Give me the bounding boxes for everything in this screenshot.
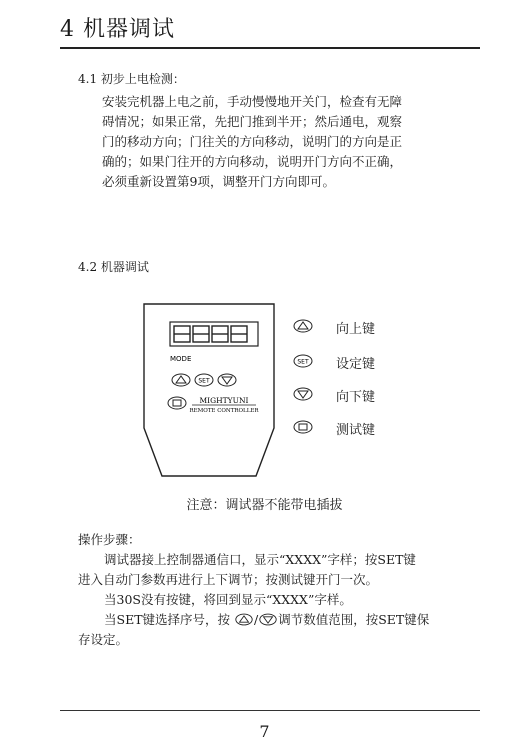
footer-divider	[60, 710, 480, 711]
legend-label-down: 向下键	[336, 390, 376, 405]
steps-line: 存设定。	[78, 632, 129, 647]
set-icon	[292, 354, 314, 368]
steps-line-part: 当SET键选择序号，按	[104, 612, 231, 627]
warning-note: 注意：调试器不能带电插拔	[186, 498, 343, 513]
title-divider	[60, 47, 480, 49]
section-4-1-line: 安装完机器上电之前，手动慢慢地开关门，检查有无障	[102, 94, 403, 109]
test-square-icon	[292, 420, 314, 434]
section-4-2-heading: 4.2 机器调试	[78, 260, 149, 274]
steps-line-part: 调节数值范围，按SET键保	[278, 612, 430, 627]
down-triangle-icon	[258, 613, 278, 626]
down-triangle-icon	[292, 387, 314, 401]
steps-heading: 操作步骤：	[78, 532, 141, 547]
remote-controller-diagram	[140, 300, 280, 480]
set-key-label: SET	[198, 377, 210, 385]
legend-label-up: 向上键	[336, 322, 376, 337]
remote-controller-label: REMOTE CONTROLLER	[189, 408, 259, 414]
legend-label-test: 测试键	[336, 423, 376, 438]
legend-label-set: 设定键	[336, 357, 376, 372]
section-4-1-line: 碍情况；如果正常，先把门推到半开；然后通电，观察	[102, 114, 403, 129]
section-4-1-line: 确的；如果门往开的方向移动，说明开门方向不正确，	[102, 154, 403, 169]
steps-line: 当30S没有按键，将回到显示“XXXX”字样。	[104, 592, 352, 607]
section-4-1-line: 必须重新设置第9项，调整开门方向即可。	[102, 174, 335, 189]
up-triangle-icon	[234, 613, 254, 626]
legend-row	[292, 353, 314, 372]
section-4-1-heading: 4.1 初步上电检测：	[78, 72, 185, 86]
legend-row	[292, 419, 314, 438]
test-key[interactable]	[168, 397, 186, 409]
page-number: 7	[259, 722, 270, 741]
up-triangle-icon	[292, 319, 314, 333]
steps-line	[78, 610, 498, 630]
slash-separator: /	[254, 612, 259, 627]
down-key[interactable]	[218, 374, 236, 386]
up-key[interactable]	[172, 374, 190, 386]
steps-block	[78, 530, 498, 650]
legend-row	[292, 318, 314, 337]
chapter-title: 4 机器调试	[60, 17, 175, 42]
section-4-1-line: 门的移动方向；门往关的方向移动，说明门的方向是正	[102, 134, 403, 149]
brand-label: MIGHTYUNI	[199, 396, 249, 405]
set-icon-text: SET	[297, 358, 309, 366]
set-key[interactable]	[195, 374, 213, 386]
steps-line: 进入自动门参数再进行上下调节；按测试键开门一次。	[78, 572, 379, 587]
legend-row	[292, 386, 314, 405]
section-4-1-body	[102, 92, 482, 192]
mode-label: MODE	[170, 355, 192, 363]
steps-line: 调试器接上控制器通信口，显示“XXXX”字样；按SET键	[104, 552, 416, 567]
